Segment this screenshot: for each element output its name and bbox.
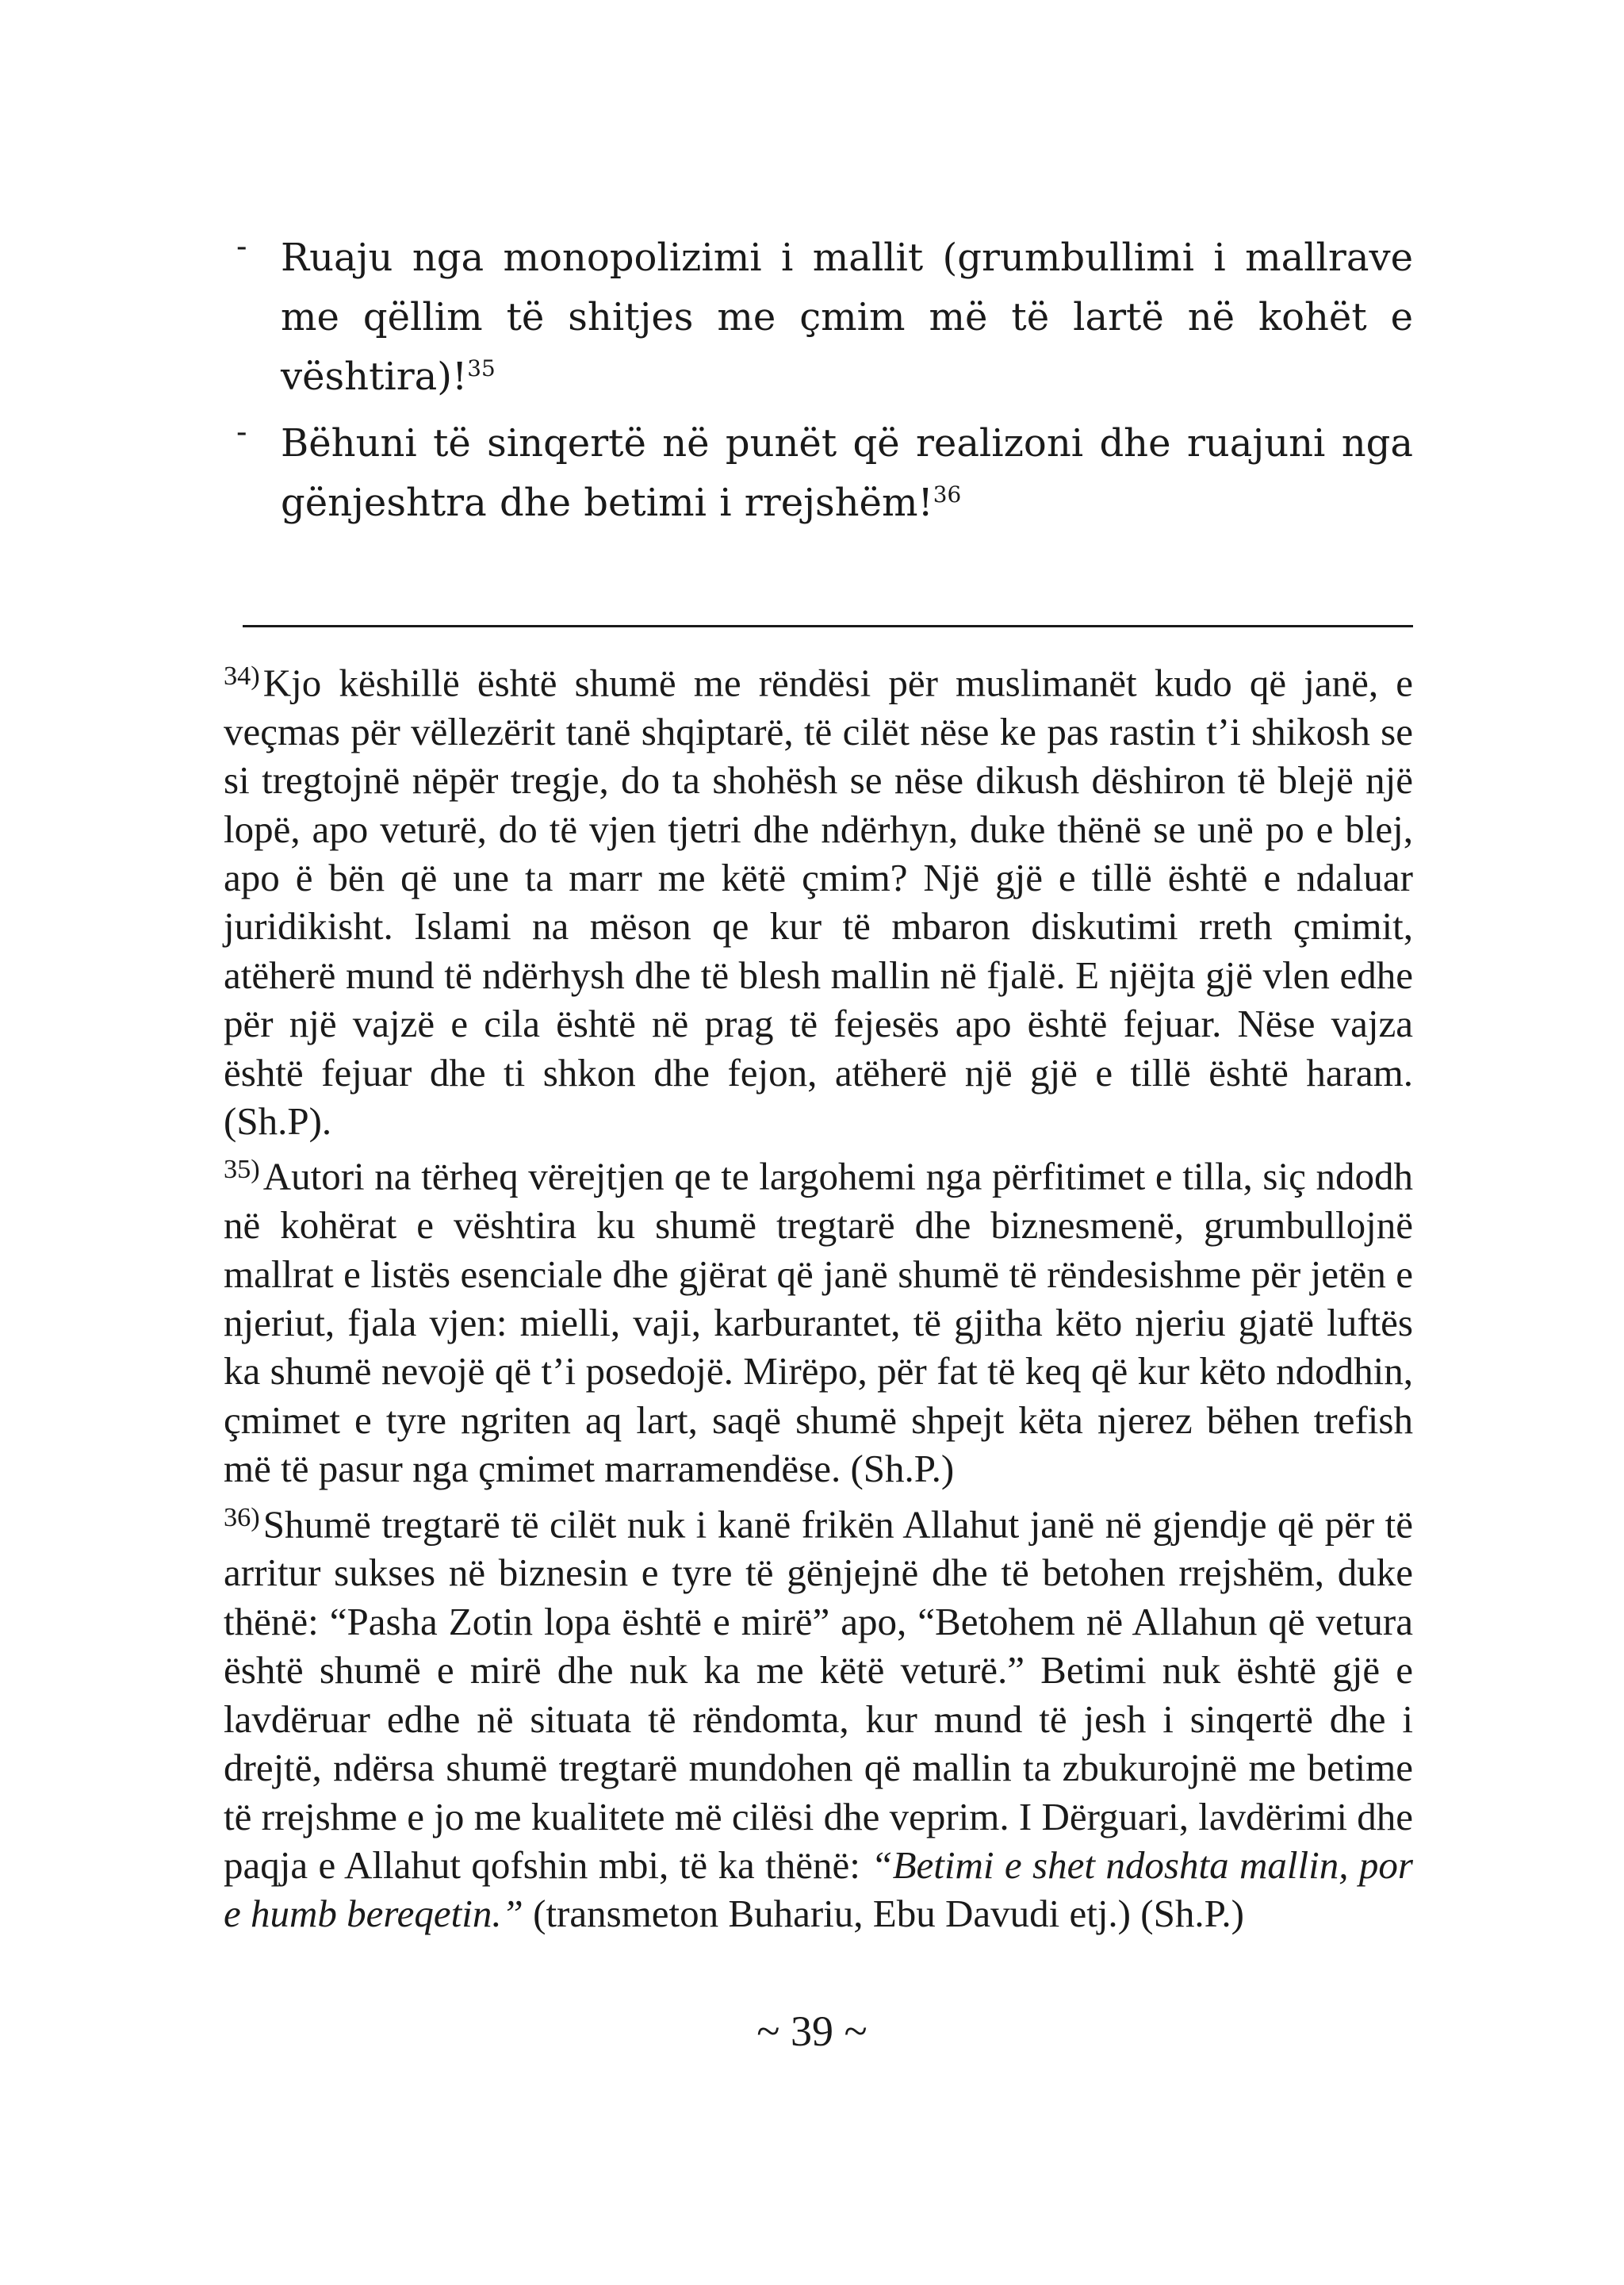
footnote-35	[224, 1145, 1413, 1493]
footnote-text-end: (transmeton Buhariu, Ebu Davudi etj.) (Sh.P.)	[523, 1892, 1244, 1936]
footnote-quote: “Betimi e shet ndoshta mallin, por e humb bereqetin.”	[224, 1842, 1413, 1936]
footnote-ref-35[interactable]: 35	[467, 355, 496, 381]
footnote-ref-36[interactable]: 36	[933, 481, 962, 508]
page-number: ~ 39 ~	[756, 2007, 868, 2055]
bullet-marker: -	[236, 414, 247, 450]
bullet-marker: -	[236, 228, 247, 265]
footnote-36	[224, 1493, 1413, 1938]
footnotes	[224, 652, 1413, 1938]
bullet-text: Ruaju nga monopolizimi i mallit (grumbullimi i mallrave me qëllim të shitjes me çmim më të lartë në kohët e vështira)!	[281, 236, 1413, 399]
footnote-number: 35)	[224, 1154, 260, 1185]
footnote-34	[224, 652, 1413, 1145]
footnote-number: 34)	[224, 661, 260, 691]
bullet-item-36	[236, 414, 1413, 533]
main-text	[236, 228, 1413, 540]
footnote-text: Shumë tregtarë të cilët nuk i kanë frikën Allahut janë në gjendje që për të arritur sukses në biznesin e tyre të gënjejnë dhe të betohen rrejshëm, duke thënë: “Pasha Zotin lopa është e mirë” apo, “Betohem në Allahun që vetura është shumë e mirë dhe nuk ka me këtë veturë.” Betimi nuk është gjë e lavdëruar edhe në situata të rëndomta, kur mund të jesh i sinqertë dhe i drejtë, ndërsa shumë tregtarë mundohen që mallin ta zbukurojnë me betime të rrejshme e jo me kualitete më cilësi dhe veprim. I Dërguari, lavdërimi dhe paqja e Allahut qofshin mbi, të ka thënë:	[224, 1502, 1413, 1887]
bullet-item-35	[236, 228, 1413, 407]
footnote-separator	[243, 625, 1413, 627]
bullet-text: Bëhuni të sinqertë në punët që realizoni dhe ruajuni nga gënjeshtra dhe betimi i rrejshëm!	[281, 421, 1413, 525]
footnote-number: 36)	[224, 1501, 260, 1532]
footnote-text: Autori na tërheq vërejtjen qe te largohemi nga përfitimet e tilla, siç ndodh në kohërat e vështira ku shumë tregtarë dhe biznesmenë, grumbullojnë mallrat e listës esenciale dhe gjërat që janë shumë të rëndesishme për jetën e njeriut, fjala vjen: mielli, vaji, karburantet, të gjitha këto njeriu gjatë luftës ka shumë nevojë që t’i posedojë. Mirëpo, për fat të keq që kur këto ndodhin, çmimet e tyre ngriten aq lart, saqë shumë shpejt këta njerez bëhen trefish më të pasur nga çmimet marramendëse. (Sh.P.)	[224, 1154, 1413, 1491]
footnote-text: Kjo këshillë është shumë me rëndësi për muslimanët kudo që janë, e veçmas për vëllezërit tanë shqiptarë, të cilët nëse ke pas rastin t’i shikosh se si tregtojnë nëpër tregje, do ta shohësh se nëse dikush dëshiron të blejë një lopë, apo veturë, do të vjen tjetri dhe ndërhyn, duke thënë se unë po e blej, apo ë bën që une ta marr me këtë çmim? Një gjë e tillë është e ndaluar juridikisht. Islami na mëson qe kur të mbaron diskutimi rreth çmimit, atëherë mund të ndërhysh dhe të blesh mallin në fjalë. E njëjta gjë vlen edhe për një vajzë e cila është në prag të fejesës apo është fejuar. Nëse vajza është fejuar dhe ti shkon dhe fejon, atëherë një gjë e tillë është haram. (Sh.P).	[224, 661, 1413, 1144]
